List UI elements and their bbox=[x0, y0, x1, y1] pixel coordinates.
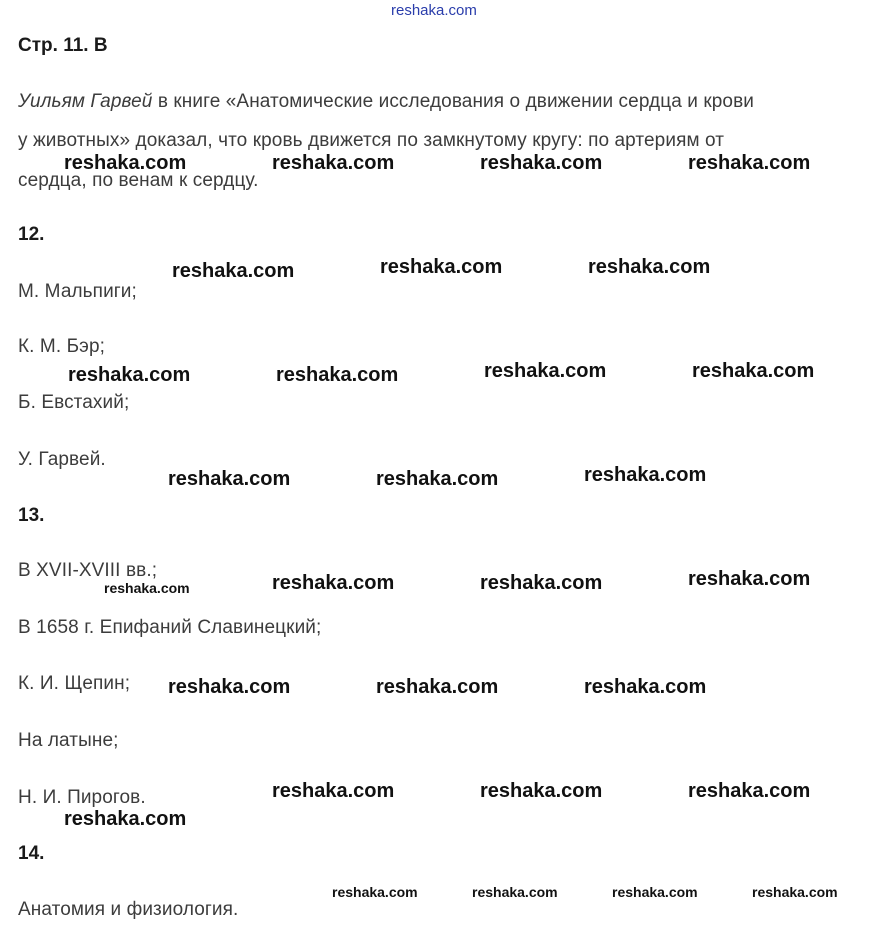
watermark: reshaka.com bbox=[68, 364, 191, 386]
watermark-small: reshaka.com bbox=[332, 884, 418, 900]
watermark: reshaka.com bbox=[168, 676, 291, 698]
page-header: Стр. 11. В bbox=[18, 35, 108, 56]
watermark-small: reshaka.com bbox=[752, 884, 838, 900]
q13-answer-2: В 1658 г. Епифаний Славинецкий; bbox=[18, 617, 322, 638]
watermark: reshaka.com bbox=[272, 572, 395, 594]
q13-answer-4: На латыне; bbox=[18, 730, 119, 751]
watermark: reshaka.com bbox=[484, 360, 607, 382]
watermark: reshaka.com bbox=[272, 780, 395, 802]
paragraph-line-3: сердца, по венам к сердцу. bbox=[18, 170, 259, 191]
watermark: reshaka.com bbox=[168, 468, 291, 490]
question-13-number: 13. bbox=[18, 505, 45, 526]
paragraph-line-1 bbox=[18, 91, 754, 113]
watermark-small: reshaka.com bbox=[472, 884, 558, 900]
watermark: reshaka.com bbox=[480, 780, 603, 802]
watermark: reshaka.com bbox=[272, 152, 395, 174]
paragraph-line-1-rest: в книге «Анатомические исследования о движении сердца и крови bbox=[152, 91, 755, 112]
watermark: reshaka.com bbox=[584, 464, 707, 486]
watermark: reshaka.com bbox=[172, 260, 295, 282]
watermark: reshaka.com bbox=[380, 256, 503, 278]
watermark: reshaka.com bbox=[480, 572, 603, 594]
watermark: reshaka.com bbox=[688, 152, 811, 174]
q13-answer-5: Н. И. Пирогов. bbox=[18, 787, 146, 808]
q12-answer-4: У. Гарвей. bbox=[18, 449, 106, 470]
watermark: reshaka.com bbox=[584, 676, 707, 698]
watermark: reshaka.com bbox=[376, 676, 499, 698]
watermark: reshaka.com bbox=[688, 568, 811, 590]
question-12-number: 12. bbox=[18, 224, 45, 245]
q13-answer-3: К. И. Щепин; bbox=[18, 673, 131, 694]
watermark: reshaka.com bbox=[64, 152, 187, 174]
watermark-small: reshaka.com bbox=[104, 580, 190, 596]
watermark: reshaka.com bbox=[376, 468, 499, 490]
watermark: reshaka.com bbox=[588, 256, 711, 278]
watermark: reshaka.com bbox=[480, 152, 603, 174]
watermark-small: reshaka.com bbox=[612, 884, 698, 900]
author-name: Уильям Гарвей bbox=[18, 91, 153, 112]
watermark: reshaka.com bbox=[276, 364, 399, 386]
watermark: reshaka.com bbox=[692, 360, 815, 382]
watermark: reshaka.com bbox=[64, 808, 187, 830]
paragraph-line-2: у животных» доказал, что кровь движется по замкнутому кругу: по артериям от bbox=[18, 130, 725, 151]
q14-answer-1: Анатомия и физиология. bbox=[18, 899, 239, 920]
q12-answer-1: М. Мальпиги; bbox=[18, 281, 137, 302]
question-14-number: 14. bbox=[18, 843, 45, 864]
watermark: reshaka.com bbox=[688, 780, 811, 802]
q13-answer-1: В XVII-XVIII вв.; bbox=[18, 560, 158, 581]
q12-answer-3: Б. Евстахий; bbox=[18, 392, 130, 413]
top-watermark: reshaka.com bbox=[391, 2, 477, 19]
q12-answer-2: К. М. Бэр; bbox=[18, 336, 106, 357]
